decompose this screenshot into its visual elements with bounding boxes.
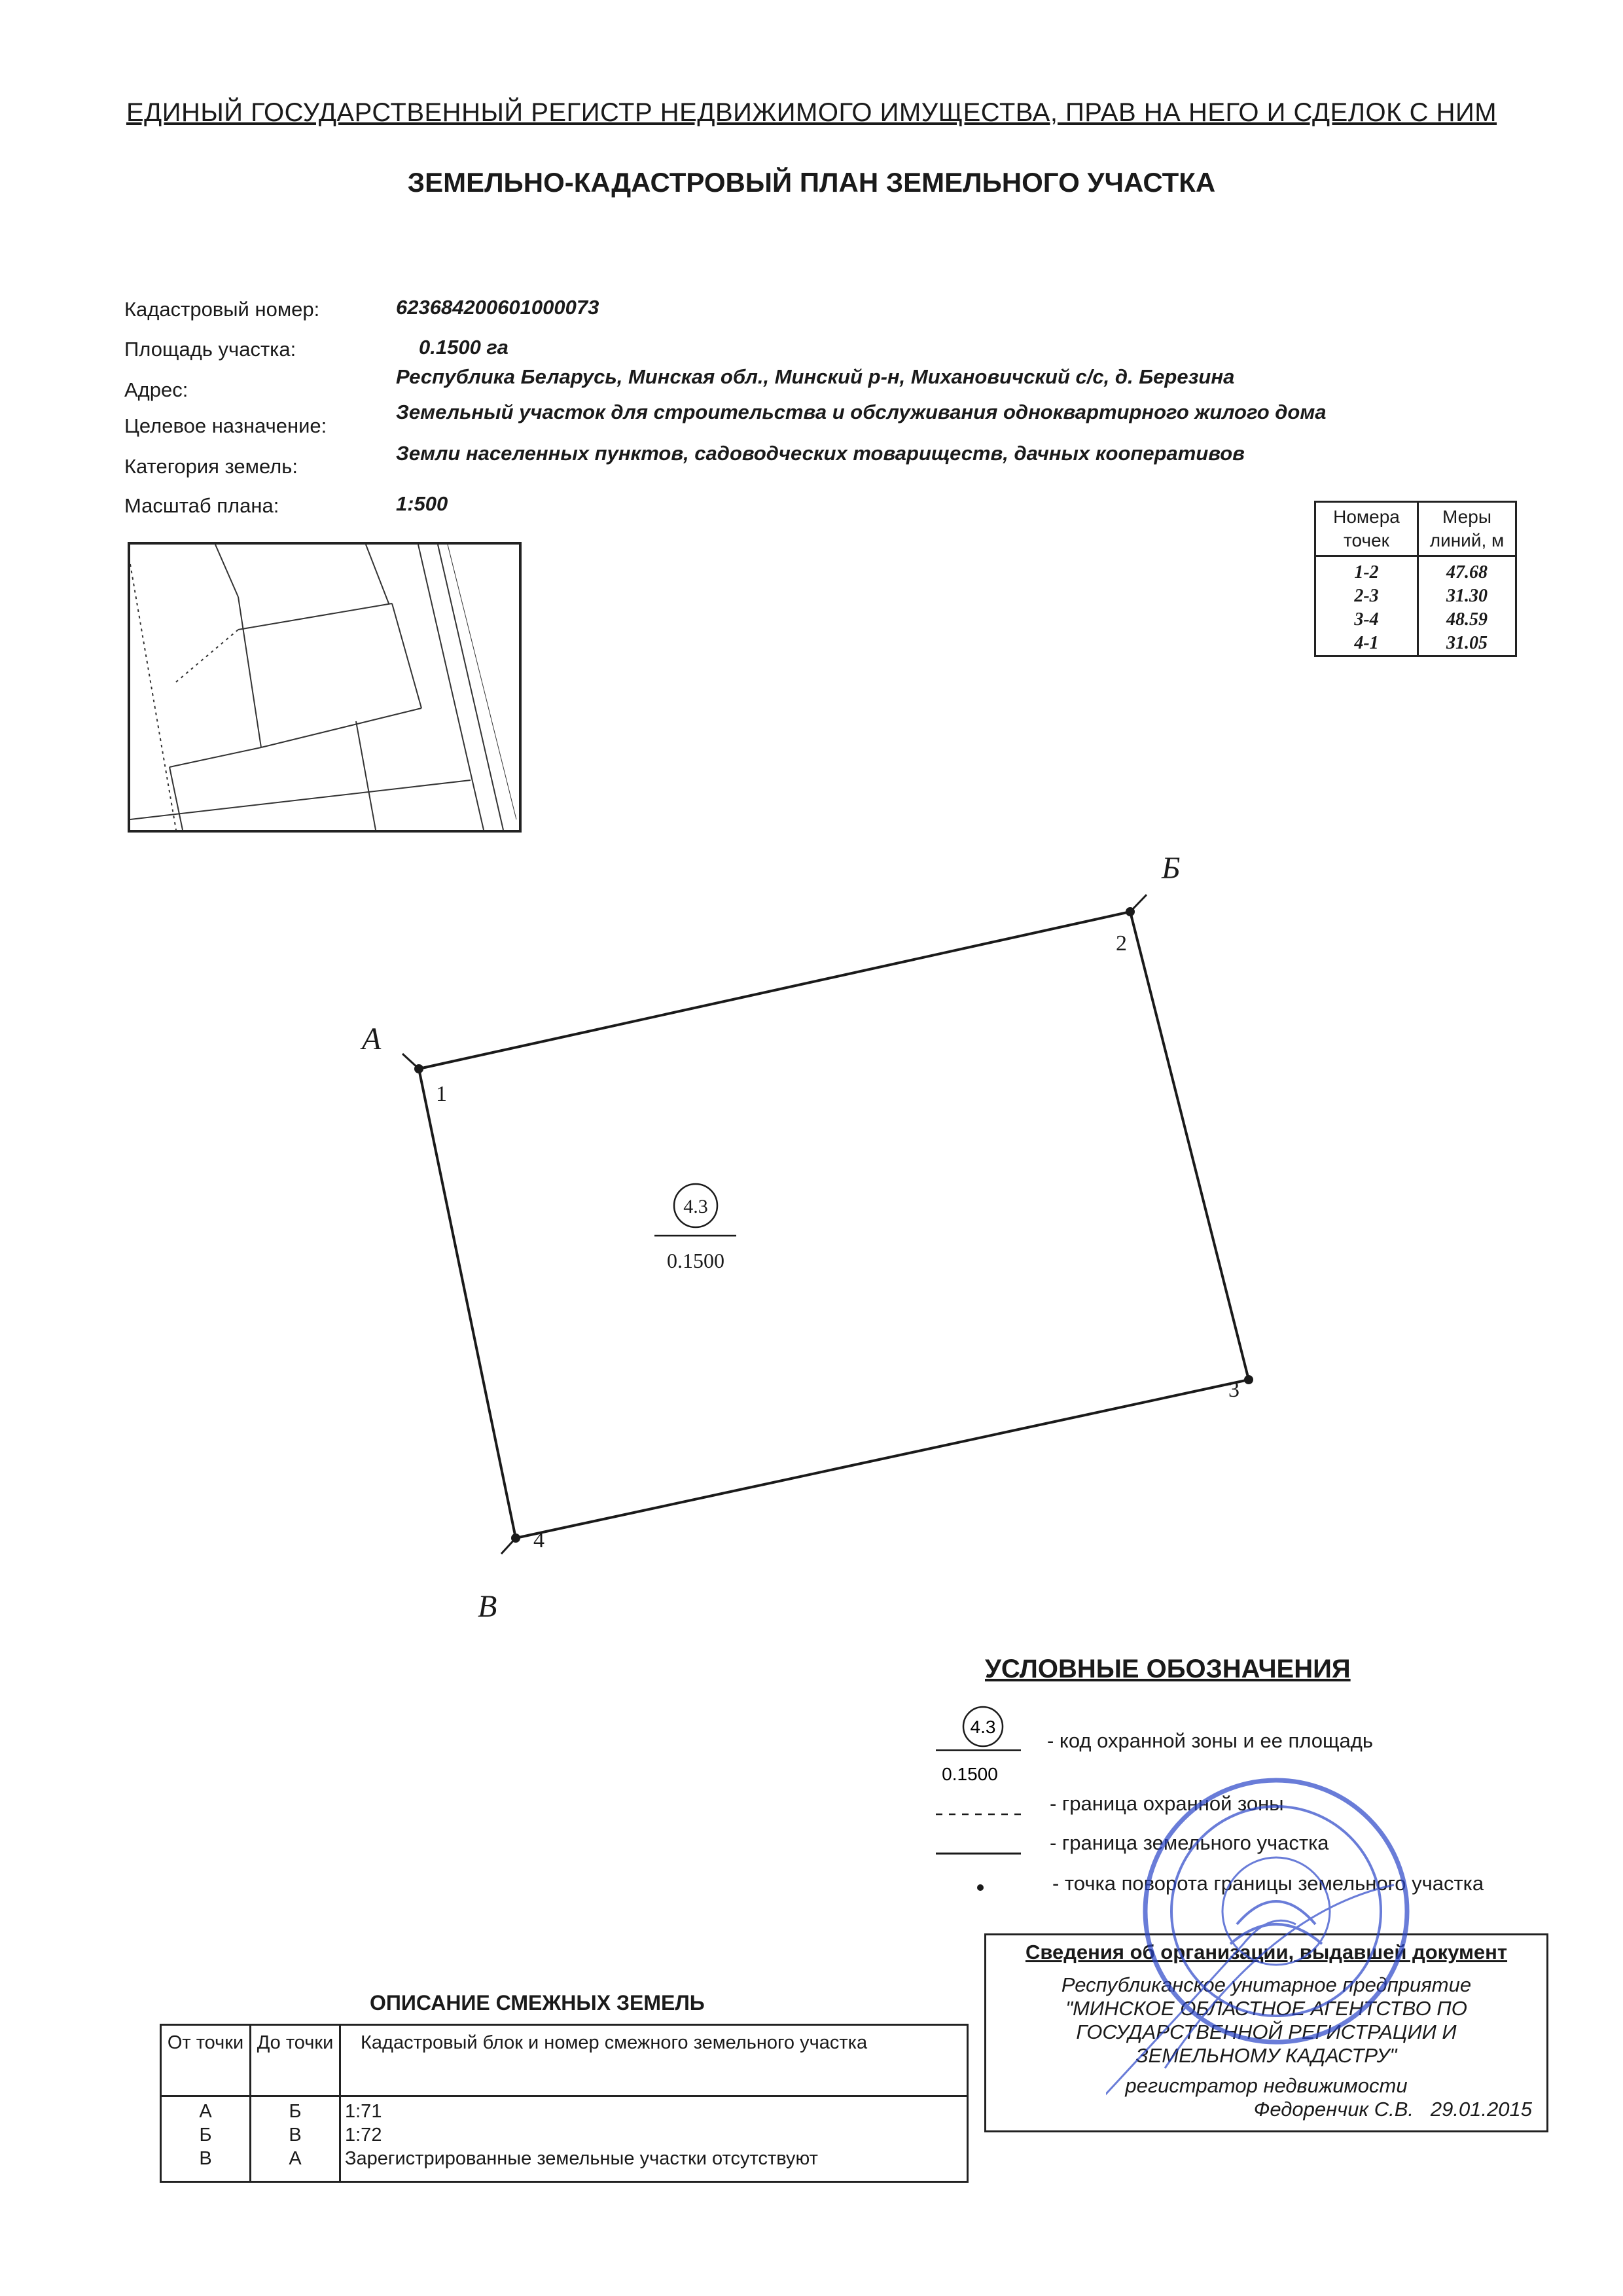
corner-label-v: В: [478, 1589, 497, 1624]
sign-date: 29.01.2015: [1430, 2098, 1532, 2121]
land-category-value: Земли населенных пунктов, садоводческих товариществ, дачных кооперативов: [396, 442, 1245, 465]
organization-line-1: Республиканское унитарное предприятие: [1061, 1973, 1472, 1996]
turning-point-1: [414, 1064, 423, 1073]
document-title: ЗЕМЕЛЬНО-КАДАСТРОВЫЙ ПЛАН ЗЕМЕЛЬНОГО УЧАСТКА: [407, 167, 1216, 198]
segment-length: 31.30: [1418, 584, 1516, 608]
cadastral-number-label: Кадастровый номер:: [124, 298, 320, 321]
from-point: Б: [161, 2123, 251, 2147]
adjacent-desc: 1:72: [340, 2123, 968, 2147]
legend-zone-code: 4.3: [970, 1717, 996, 1737]
registry-title: ЕДИНЫЙ ГОСУДАРСТВЕННЫЙ РЕГИСТР НЕДВИЖИМОГО ИМУЩЕСТВА, ПРАВ НА НЕГО И СДЕЛОК С НИМ: [126, 98, 1497, 127]
adjacent-desc: Зарегистрированные земельные участки отсутствуют: [340, 2147, 968, 2182]
scale-label: Масштаб плана:: [124, 494, 279, 517]
adjacent-desc: 1:71: [340, 2096, 968, 2124]
scale-value: 1:500: [396, 492, 448, 515]
legend-point-dot: [977, 1884, 984, 1891]
to-header: До точки: [251, 2025, 340, 2096]
corner-label-b: Б: [1162, 851, 1181, 886]
segment-points: 2-3: [1315, 584, 1418, 608]
point-number-4: 4: [533, 1528, 544, 1552]
organization-line-4: ЗЕМЕЛЬНОМУ КАДАСТРУ": [1135, 2044, 1397, 2067]
organization-title: Сведения об организации, выдавшей документ: [1025, 1941, 1508, 1964]
adjacent-title: ОПИСАНИЕ СМЕЖНЫХ ЗЕМЕЛЬ: [370, 1991, 705, 2015]
organization-box: [984, 1933, 1548, 2132]
table-row: [161, 2123, 968, 2147]
organization-line-3: ГОСУДАРСТВЕННОЙ РЕГИСТРАЦИИ И: [1076, 2020, 1457, 2043]
zone-area: 0.1500: [667, 1249, 724, 1272]
turning-point-3: [1244, 1375, 1253, 1384]
from-header: От точки: [161, 2025, 251, 2096]
segment-points: 4-1: [1315, 632, 1418, 656]
legend-title: УСЛОВНЫЕ ОБОЗНАЧЕНИЯ: [985, 1655, 1351, 1683]
purpose-label: Целевое назначение:: [124, 414, 327, 437]
adjacent-table: [160, 2024, 969, 2183]
area-value: 0.1500 га: [419, 336, 508, 359]
cadastral-number-value: 623684200601000073: [396, 296, 599, 319]
to-point: Б: [251, 2096, 340, 2124]
turning-point-4: [511, 1534, 520, 1543]
turning-point-2: [1126, 907, 1135, 916]
legend-zone-area: 0.1500: [942, 1764, 998, 1784]
point-number-1: 1: [436, 1082, 447, 1106]
to-point: В: [251, 2123, 340, 2147]
address-label: Адрес:: [124, 378, 188, 401]
legend-item-zone-boundary: - граница охранной зоны: [1050, 1792, 1284, 1815]
organization-line-2: "МИНСКОЕ ОБЛАСТНОЕ АГЕНТСТВО ПО: [1065, 1997, 1467, 2020]
points-header: Номера точек: [1315, 502, 1418, 556]
address-value: Республика Беларусь, Минская обл., Минский р-н, Михановичский с/с, д. Березина: [396, 365, 1235, 388]
segment-length: 47.68: [1418, 556, 1516, 585]
from-point: В: [161, 2147, 251, 2182]
point-number-3: 3: [1228, 1378, 1240, 1402]
legend-item-turning-point: - точка поворота границы земельного участка: [1052, 1872, 1484, 1895]
signer-name: Федоренчик С.В.: [1253, 2098, 1414, 2121]
segment-points: 3-4: [1315, 608, 1418, 632]
table-row: [161, 2096, 968, 2124]
table-row: [161, 2147, 968, 2182]
segment-length: 31.05: [1418, 632, 1516, 656]
land-category-label: Категория земель:: [124, 455, 298, 478]
purpose-value: Земельный участок для строительства и обслуживания одноквартирного жилого дома: [396, 401, 1327, 423]
to-point: А: [251, 2147, 340, 2182]
zone-code: 4.3: [683, 1196, 708, 1217]
legend-symbols: [929, 1702, 1047, 1885]
lengths-header: Меры линий, м: [1418, 502, 1516, 556]
legend-item-parcel-boundary: - граница земельного участка: [1050, 1831, 1329, 1854]
segment-points: 1-2: [1315, 556, 1418, 585]
legend-item-zone-code: - код охранной зоны и ее площадь: [1047, 1729, 1373, 1752]
from-point: А: [161, 2096, 251, 2124]
parcel-boundary: [419, 912, 1249, 1538]
signature-line: [1254, 2098, 1532, 2121]
segment-length: 48.59: [1418, 608, 1516, 632]
area-label: Площадь участка:: [124, 338, 296, 361]
registrar-position: регистратор недвижимости: [1125, 2074, 1408, 2097]
corner-label-a: А: [362, 1022, 382, 1056]
desc-header: Кадастровый блок и номер смежного земельного участка: [340, 2025, 968, 2096]
point-number-2: 2: [1116, 931, 1127, 956]
